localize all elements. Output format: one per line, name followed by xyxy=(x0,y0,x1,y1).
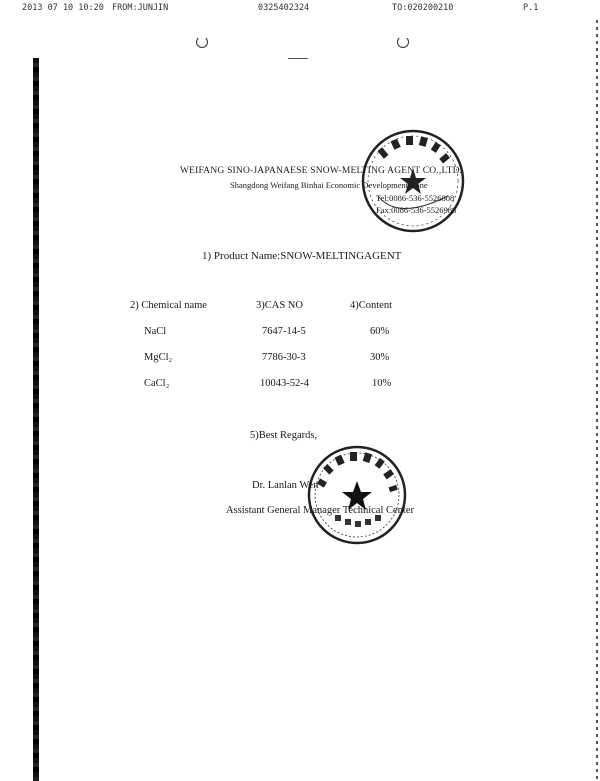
punch-hole-left-icon xyxy=(196,36,208,48)
row-content: 60% xyxy=(370,326,390,337)
heading-cas-no: 3)CAS NO xyxy=(256,300,303,311)
scan-dash-mark xyxy=(288,58,308,59)
row-cas-no: 7647-14-5 xyxy=(262,326,306,337)
fax-from: FROM:JUNJIN xyxy=(112,3,169,13)
scan-right-edge xyxy=(596,20,598,780)
fax-page: P.1 xyxy=(523,3,539,13)
company-tel: Tel:0086-536-5526808 xyxy=(376,193,455,203)
heading-chemical-name: 2) Chemical name xyxy=(130,300,207,311)
fax-sender-number: 0325402324 xyxy=(258,3,310,13)
fax-header xyxy=(0,3,600,17)
row-content: 30% xyxy=(370,352,390,363)
row-chemical-name: MgCl₂ xyxy=(144,352,173,363)
row-chemical-name: NaCl xyxy=(144,326,167,337)
company-name: WEIFANG SINO-JAPANAESE SNOW-MELTING AGENT CO.,LTD. xyxy=(180,166,463,176)
signer-title: Assistant General Manager Technical Center xyxy=(226,505,415,516)
best-regards: 5)Best Regards, xyxy=(250,430,318,441)
row-chemical-name: CaCl₂ xyxy=(144,378,170,389)
row-content: 10% xyxy=(372,378,392,389)
heading-content: 4)Content xyxy=(350,300,392,311)
product-name: 1) Product Name:SNOW-MELTINGAGENT xyxy=(202,250,402,262)
company-fax: Fax:0086-536-5526988 xyxy=(376,205,457,215)
technical-center-seal-icon xyxy=(305,443,410,548)
row-cas-no: 7786-30-3 xyxy=(262,352,306,363)
fax-to: TO:020200210 xyxy=(392,3,454,13)
signer-name: Dr. Lanlan Wen xyxy=(252,480,319,491)
scan-left-bar xyxy=(33,58,39,781)
fax-datetime: 2013 07 10 10:20 xyxy=(22,3,104,13)
punch-hole-right-icon xyxy=(397,36,409,48)
company-address: Shangdong Weifang Binhai Economic Development Zone xyxy=(230,180,428,190)
row-cas-no: 10043-52-4 xyxy=(260,378,309,389)
